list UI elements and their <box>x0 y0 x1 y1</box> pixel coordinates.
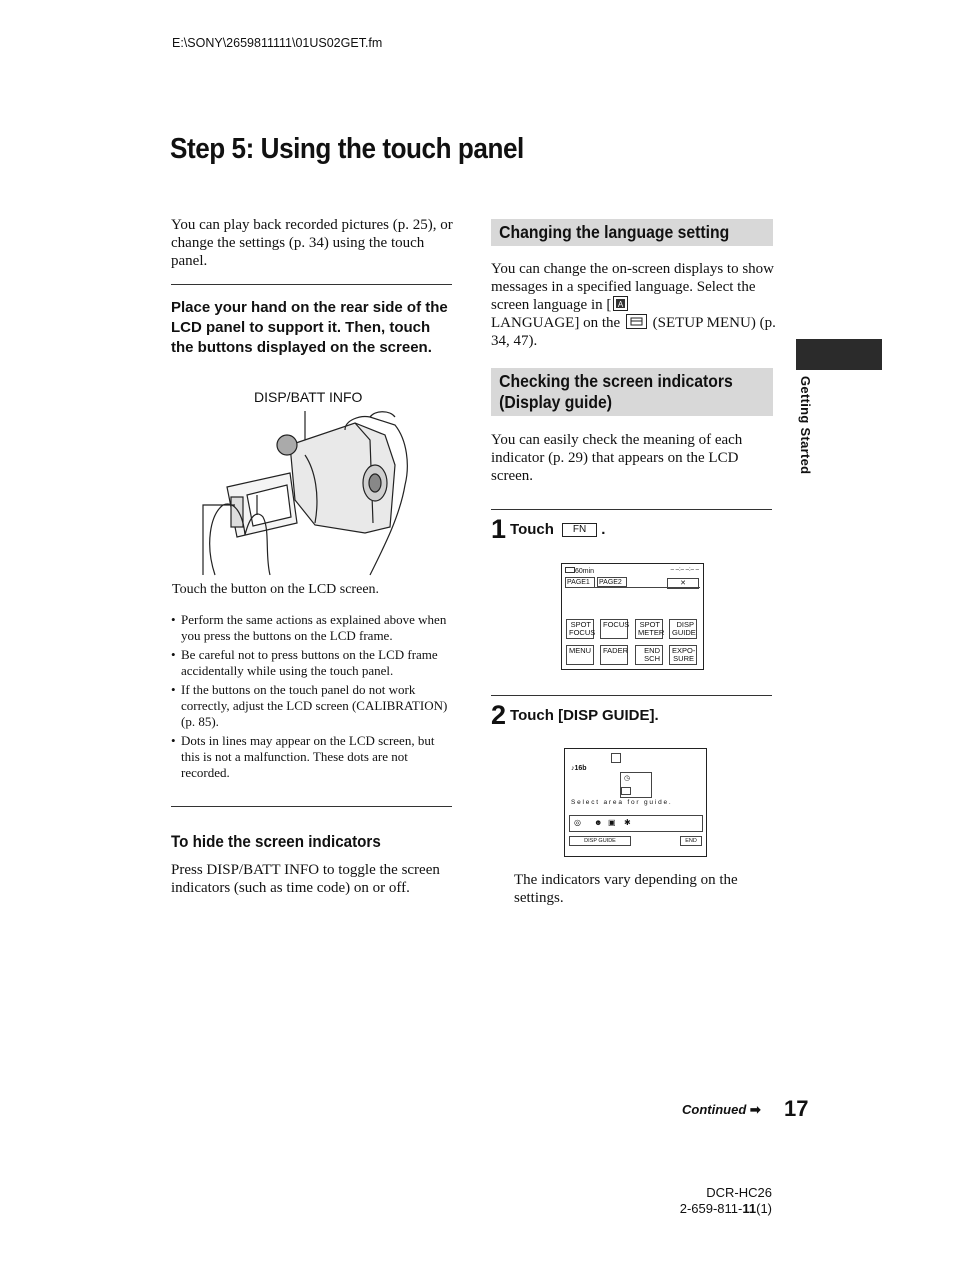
list-item: • If the buttons on the touch panel do not work correctly, adjust the LCD screen (CALIBRATION) (p. 85). <box>171 682 456 730</box>
language-icon <box>613 296 628 311</box>
battery-icon <box>565 567 575 573</box>
spot-focus-button[interactable]: SPOT FOCUS <box>566 619 594 639</box>
section-label: Getting Started <box>798 376 813 475</box>
end-search-button[interactable]: END SCH <box>635 645 663 665</box>
exposure-button[interactable]: EXPO- SURE <box>669 645 697 665</box>
setup-menu-icon <box>626 314 647 329</box>
timecode: – –:– –:– – <box>670 567 699 573</box>
file-path: E:\SONY\2659811111\01US02GET.fm <box>172 36 383 50</box>
spot-meter-button[interactable]: SPOT METER <box>635 619 663 639</box>
spot-icon: ✱ <box>624 818 631 827</box>
close-button[interactable]: ✕ <box>667 578 699 589</box>
divider <box>491 509 772 510</box>
disp-batt-info-label: DISP/BATT INFO <box>254 389 363 405</box>
hide-indicators-heading: To hide the screen indicators <box>171 833 381 851</box>
arrow-right-icon: ➡ <box>749 1102 761 1117</box>
focus-button[interactable]: FOCUS <box>600 619 628 639</box>
exposure-icon: ▣ <box>608 818 616 827</box>
divider <box>491 695 772 696</box>
notes-list <box>171 612 456 784</box>
display-guide-text: You can easily check the meaning of each indicator (p. 29) that appears on the LCD screen. <box>491 432 743 484</box>
lcd-screen-fn <box>561 563 704 670</box>
disp-guide-btn[interactable]: DISP GUIDE <box>569 836 631 846</box>
fader-button[interactable]: FADER <box>600 645 628 665</box>
hide-indicators-text: Press DISP/BATT INFO to toggle the screen indicators (such as time code) on or off. <box>171 862 440 896</box>
icon-box <box>611 753 621 763</box>
camcorder-illustration <box>195 405 435 580</box>
step-2: 2 Touch [DISP GUIDE]. <box>491 700 659 730</box>
icon-strip <box>569 815 703 832</box>
face-icon: ☻ <box>594 818 603 827</box>
aperture-icon: ◎ <box>574 818 581 827</box>
list-item: • Dots in lines may appear on the LCD screen, but this is not a malfunction. These dots are not recorded. <box>171 733 456 781</box>
battery-status: 60min <box>565 567 594 575</box>
display-guide-section-heading: Checking the screen indicators (Display guide) <box>491 368 773 416</box>
page-title: Step 5: Using the touch panel <box>170 133 524 165</box>
model-name: DCR-HC26 <box>706 1185 772 1200</box>
tab-page1[interactable]: PAGE1 <box>565 577 595 587</box>
part-code: 2-659-811-11(1) <box>679 1201 772 1216</box>
language-section-heading: Changing the language setting <box>491 219 773 246</box>
timer-icon: ◷ <box>624 775 631 782</box>
audio-mode-indicator: ♪16b <box>571 765 587 772</box>
guide-message: S e l e c t a r e a f o r g u i d e . <box>571 799 671 806</box>
language-text: You can change the on-screen displays to show messages in a specified language. Select the screen language in [ A LANGUAGE] on the (SETUP MENU) (p. 34, 47). <box>491 261 776 349</box>
lcd-screen-disp-guide <box>564 748 707 857</box>
divider <box>171 284 452 285</box>
illustration-caption: Touch the button on the LCD screen. <box>172 582 380 597</box>
model-info <box>680 1185 772 1217</box>
indicators-note: The indicators vary depending on the settings. <box>514 872 738 906</box>
selected-area-box <box>620 772 652 798</box>
svg-text:A: A <box>618 300 624 309</box>
page-number: 17 <box>784 1096 809 1121</box>
continued-label: Continued ➡ <box>682 1102 761 1117</box>
list-item: • Perform the same actions as explained above when you press the buttons on the LCD frame. <box>171 612 456 644</box>
menu-button[interactable]: MENU <box>566 645 594 665</box>
end-btn[interactable]: END <box>680 836 702 846</box>
tab-page2[interactable]: PAGE2 <box>597 577 627 587</box>
section-tab <box>796 339 882 370</box>
fn-button: FN <box>562 523 597 537</box>
small-icon <box>621 787 631 795</box>
instruction-text: Place your hand on the rear side of the LCD panel to support it. Then, touch the buttons displayed on the screen. <box>171 299 448 356</box>
intro-text: You can play back recorded pictures (p. 25), or change the settings (p. 34) using the touch panel. <box>171 217 453 269</box>
list-item: • Be careful not to press buttons on the LCD frame accidentally while using the touch panel. <box>171 647 456 679</box>
divider <box>171 806 452 807</box>
step-1: 1 Touch FN . <box>491 514 606 544</box>
disp-guide-button[interactable]: DISP GUIDE <box>669 619 697 639</box>
